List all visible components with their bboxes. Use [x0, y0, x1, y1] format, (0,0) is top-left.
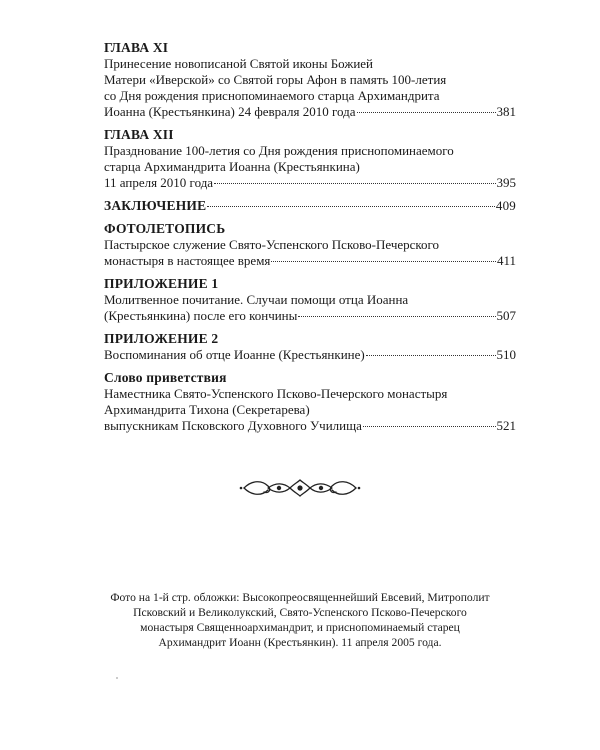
toc-entry	[104, 308, 516, 324]
entry-line: монастыря в настоящее время	[104, 253, 271, 268]
dot-leader	[214, 183, 495, 184]
toc-entry	[104, 175, 516, 191]
entry-line: со Дня рождения приснопоминаемого старца Архимандрита	[104, 88, 440, 103]
section-heading: ГЛАВА XI	[104, 40, 169, 55]
entry-line: Празднование 100-летия со Дня рождения приснопоминаемого	[104, 143, 454, 158]
page-number: 510	[496, 347, 516, 362]
entry-line: 11 апреля 2010 года	[104, 175, 214, 190]
section-heading: ПРИЛОЖЕНИЕ 1	[104, 276, 219, 291]
entry-line: Пастырское служение Свято-Успенского Псково-Печерского	[104, 237, 440, 252]
section-heading: Слово приветствия	[104, 370, 227, 385]
dot-leader	[366, 355, 496, 356]
page-number: 521	[496, 418, 516, 433]
entry-line: старца Архимандрита Иоанна (Крестьянкина)	[104, 159, 360, 174]
page-number: 409	[495, 198, 516, 213]
section-heading: ФОТОЛЕТОПИСЬ	[104, 221, 226, 236]
entry-line: (Крестьянкина) после его кончины	[104, 308, 298, 323]
cover-photo-caption	[96, 590, 504, 650]
page-number: 507	[496, 308, 516, 323]
dot-leader	[271, 261, 496, 262]
caption-line: монастыря Священноархимандрит, и приснопоминаемый старец	[140, 621, 460, 634]
page-number: 395	[496, 175, 516, 190]
toc-entry	[104, 104, 516, 120]
toc-entry	[104, 418, 516, 434]
entry-line: Архимандрита Тихона (Секретарева)	[104, 402, 310, 417]
toc-entry	[104, 347, 516, 363]
toc-section-appendix-1	[104, 276, 516, 324]
dot-leader	[207, 206, 495, 207]
caption-line: Псковский и Великолукский, Свято-Успенского Псково-Печерского	[133, 606, 467, 619]
toc-section-photo-chronicle	[104, 221, 516, 269]
section-heading: ПРИЛОЖЕНИЕ 2	[104, 331, 219, 346]
toc-section-conclusion	[104, 198, 516, 214]
dot-leader	[298, 316, 495, 317]
entry-line: Матери «Иверской» со Святой горы Афон в память 100-летия	[104, 72, 447, 87]
toc-entry	[104, 253, 516, 269]
toc-section-appendix-2	[104, 331, 516, 363]
scan-speck	[116, 677, 118, 679]
entry-line: Молитвенное почитание. Случаи помощи отца Иоанна	[104, 292, 409, 307]
section-heading: ГЛАВА XII	[104, 127, 174, 142]
toc-section-greeting	[104, 370, 516, 434]
entry-line: Принесение новописаной Святой иконы Божией	[104, 56, 374, 71]
dot-leader	[357, 112, 496, 113]
entry-line: выпускникам Псковского Духовного Училища	[104, 418, 362, 433]
toc-section-chapter-11	[104, 40, 516, 120]
dot-leader	[363, 426, 496, 427]
caption-line: Архимандрит Иоанн (Крестьянкин). 11 апреля 2005 года.	[158, 636, 442, 649]
toc-section-chapter-12	[104, 127, 516, 191]
page-number: 381	[496, 104, 516, 119]
entry-line: Иоанна (Крестьянкина) 24 февраля 2010 года	[104, 104, 356, 119]
ornament-vignette-icon	[238, 474, 362, 502]
entry-line: Наместника Свято-Успенского Псково-Печерского монастыря	[104, 386, 448, 401]
table-of-contents	[104, 40, 516, 441]
page-number: 411	[496, 253, 516, 268]
entry-line: Воспоминания об отце Иоанне (Крестьянкине)	[104, 347, 365, 362]
caption-line: Фото на 1-й стр. обложки: Высокопреосвященнейший Евсевий, Митрополит	[110, 591, 490, 604]
section-heading: ЗАКЛЮЧЕНИЕ	[104, 198, 207, 213]
toc-entry	[104, 198, 516, 214]
